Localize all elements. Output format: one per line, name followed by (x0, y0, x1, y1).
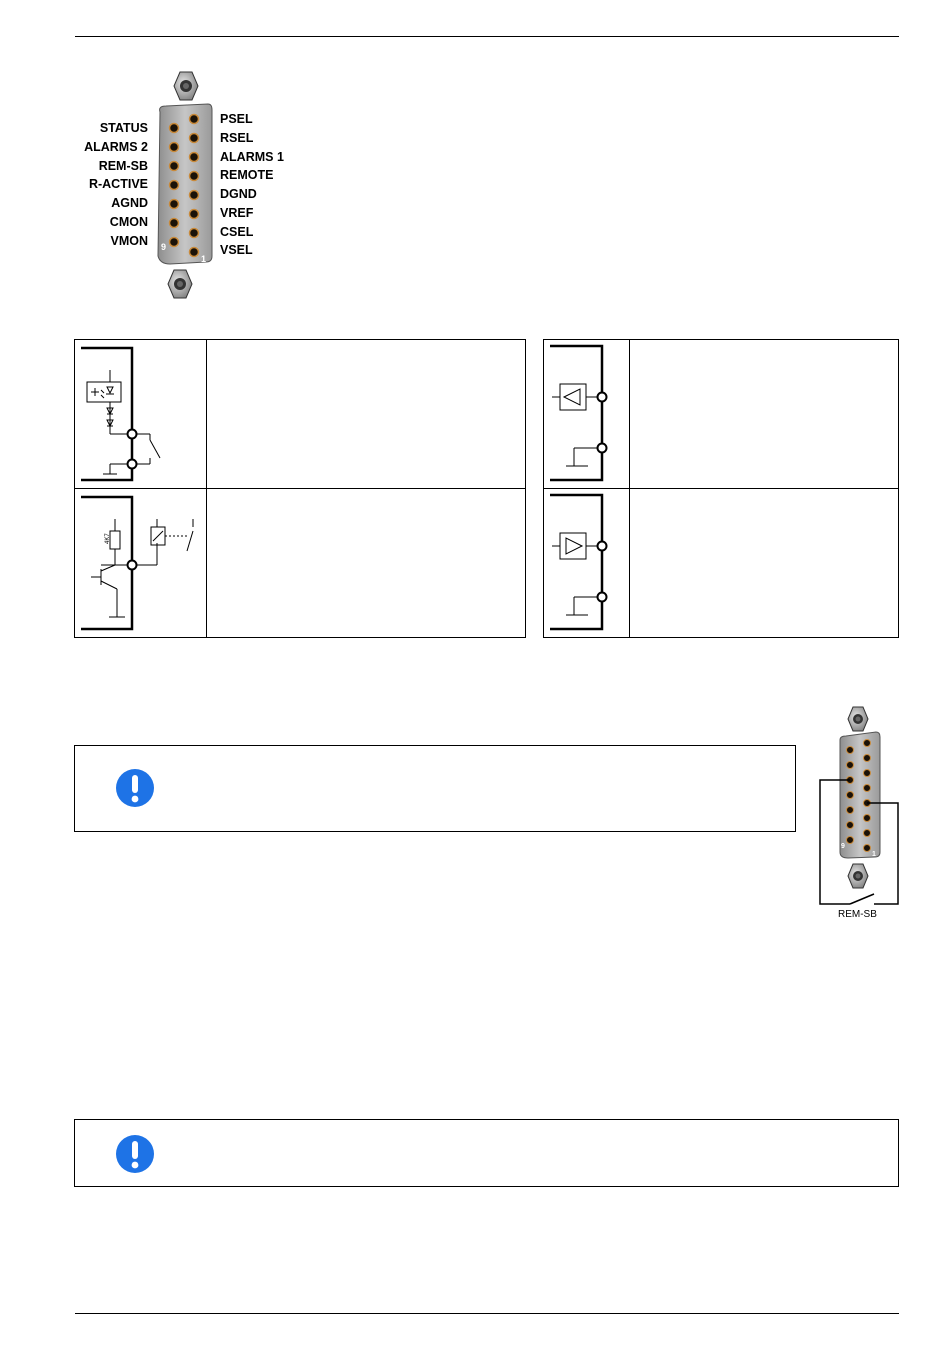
pin-label-remote: REMOTE (220, 168, 274, 182)
analog-input-circuit (544, 340, 629, 488)
pin-label-status: STATUS (99, 121, 148, 135)
pin-marker-1: 1 (872, 851, 876, 858)
pin-label-alarms1: ALARMS 1 (220, 150, 284, 164)
pin-label-vsel: VSEL (220, 243, 253, 257)
circuit-table-analog (543, 339, 899, 638)
pin-label-vref: VREF (220, 206, 254, 220)
optocoupler-input-circuit (75, 340, 206, 488)
bottom-screw-nut (168, 270, 192, 298)
pin-marker-9: 9 (161, 242, 167, 252)
top-screw-nut (848, 707, 868, 731)
svg-text:4K7: 4K7 (105, 533, 111, 544)
pin-marker-9: 9 (841, 843, 845, 850)
exclamation-icon (115, 768, 155, 808)
pin-label-vmon: VMON (110, 234, 148, 248)
circuit-table-digital (74, 339, 526, 638)
pin-label-rem-sb: REM-SB (98, 159, 148, 173)
transistor-relay-output-circuit (75, 489, 206, 637)
notice-box-2 (74, 1119, 899, 1187)
rem-sb-wiring-diagram (810, 702, 910, 924)
pin-marker-1: 1 (201, 254, 207, 264)
pin-label-dgnd: DGND (220, 187, 257, 201)
header-rule (75, 36, 899, 37)
analog-output-circuit (544, 489, 629, 637)
small-connector-graphic (810, 702, 910, 910)
pin-label-cmon: CMON (109, 215, 148, 229)
top-screw-nut (174, 72, 198, 100)
pin-label-csel: CSEL (220, 225, 254, 239)
connector-shell (158, 104, 212, 264)
footer-rule (75, 1313, 899, 1314)
pin-label-rsel: RSEL (220, 131, 254, 145)
bottom-screw-nut (848, 864, 868, 888)
pin-label-alarms2: ALARMS 2 (84, 140, 148, 154)
pin-label-r-active: R-ACTIVE (88, 177, 148, 191)
pin-label-agnd: AGND (111, 196, 148, 210)
exclamation-icon (115, 1134, 155, 1174)
rem-sb-switch-label: REM-SB (838, 909, 877, 920)
pin-label-psel: PSEL (220, 112, 253, 126)
notice-box-1 (74, 745, 796, 832)
